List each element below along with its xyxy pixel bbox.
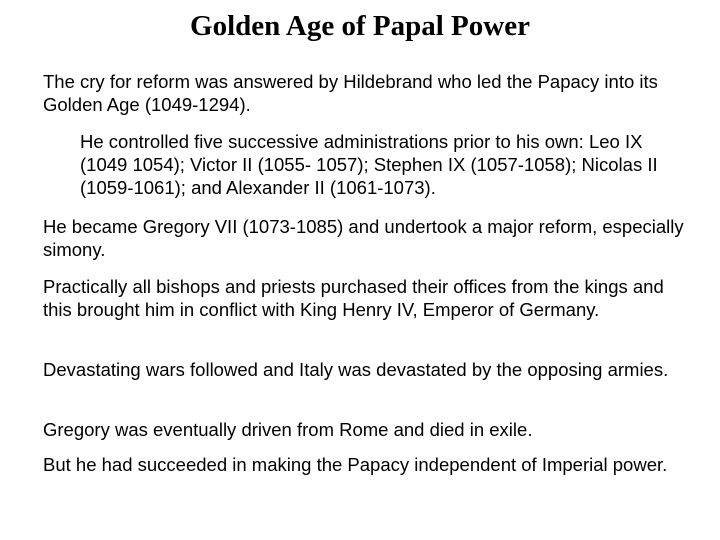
paragraph-independence: But he had succeeded in making the Papacy independent of Imperial power. — [43, 454, 668, 475]
slide-title: Golden Age of Papal Power — [190, 10, 530, 42]
paragraph-administrations: He controlled five successive administrations prior to his own: Leo IX (1049 1054); Victor II (1055- 1057); Stephen IX (1057-1058); Nicolas II (1059-1061); and Alexander II (1061-1073). — [80, 131, 658, 198]
paragraph-wars: Devastating wars followed and Italy was devastated by the opposing armies. — [43, 359, 669, 380]
paragraph-exile: Gregory was eventually driven from Rome and died in exile. — [43, 419, 533, 440]
paragraph-bishops-conflict: Practically all bishops and priests purchased their offices from the kings and this brought him in conflict with King Henry IV, Emperor of Germany. — [43, 276, 664, 320]
paragraph-gregory-reform: He became Gregory VII (1073-1085) and undertook a major reform, especially simony. — [43, 216, 684, 260]
paragraph-hildebrand: The cry for reform was answered by Hildebrand who led the Papacy into its Golden Age (1049-1294). — [43, 71, 658, 115]
